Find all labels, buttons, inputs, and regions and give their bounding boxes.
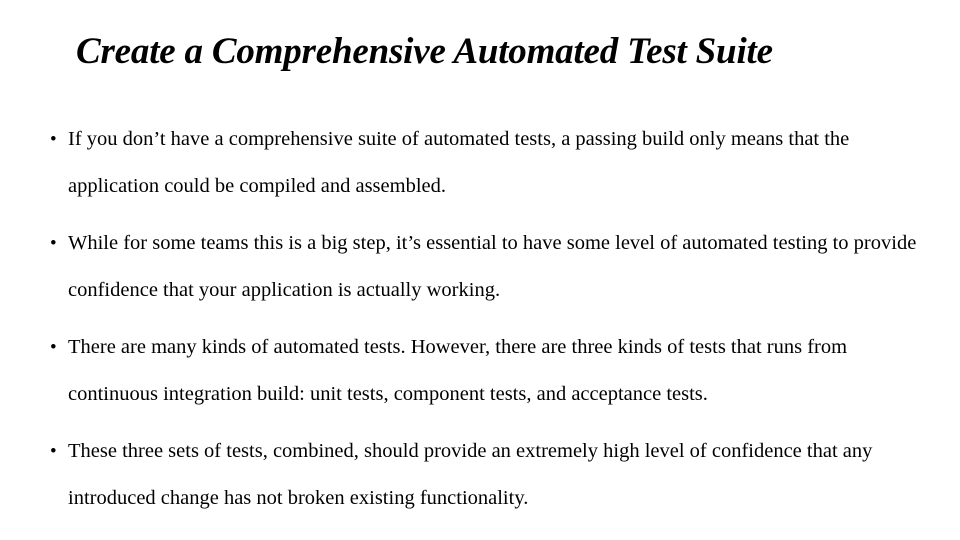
bullet-text: If you don’t have a comprehensive suite of automated tests, a passing build only means that the application could be compiled and assembled.: [68, 128, 850, 197]
bullet-list: [46, 116, 926, 532]
bullet-text: While for some teams this is a big step, it’s essential to have some level of automated testing to provide confidence that your application is actually working.: [68, 232, 917, 301]
bullet-item: [46, 116, 926, 210]
bullet-icon: •: [50, 129, 57, 150]
bullet-item: [46, 220, 926, 314]
bullet-text: There are many kinds of automated tests. However, there are three kinds of tests that runs from continuous integration build: unit tests, component tests, and acceptance tests.: [68, 336, 848, 405]
slide-title: Create a Comprehensive Automated Test Suite: [76, 31, 773, 72]
bullet-icon: •: [50, 337, 57, 358]
bullet-item: [46, 324, 926, 418]
bullet-text: These three sets of tests, combined, should provide an extremely high level of confidence that any introduced change has not broken existing functionality.: [68, 440, 873, 509]
bullet-icon: •: [50, 233, 57, 254]
bullet-icon: •: [50, 441, 57, 462]
bullet-item: [46, 428, 926, 522]
